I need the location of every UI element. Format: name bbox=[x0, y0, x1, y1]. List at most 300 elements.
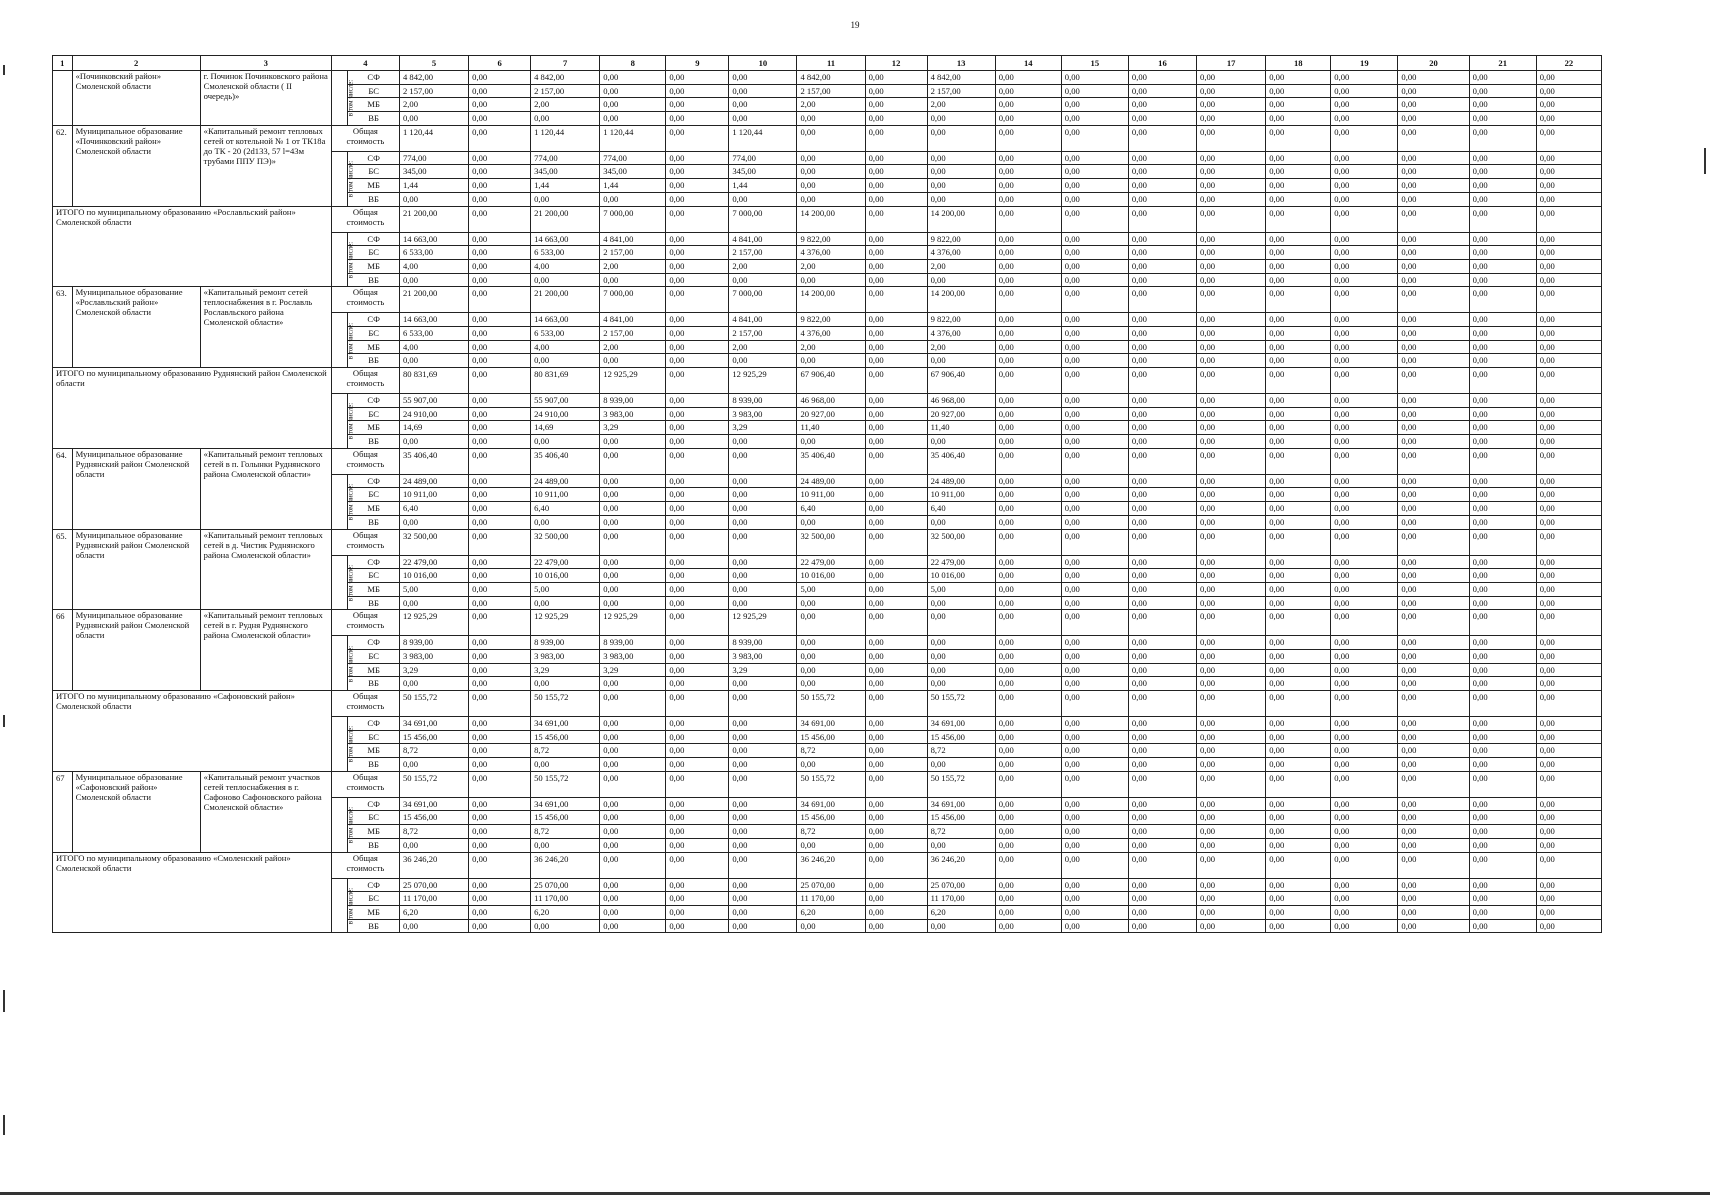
district-total-title: ИТОГО по муниципальному образованию «Сафоновский район» Смоленской области bbox=[53, 691, 332, 772]
including-text: в том числе: bbox=[346, 160, 355, 198]
amount-cell: 0,00 bbox=[1061, 649, 1128, 663]
amount-cell: 0,00 bbox=[1331, 744, 1398, 758]
amount-cell: 0,00 bbox=[1197, 340, 1266, 354]
amount-cell: 0,00 bbox=[1061, 744, 1128, 758]
amount-cell: 4,00 bbox=[531, 340, 600, 354]
amount-cell: 0,00 bbox=[1266, 421, 1331, 435]
amount-cell: 0,00 bbox=[865, 84, 927, 98]
amount-cell: 7 000,00 bbox=[729, 206, 797, 232]
amount-cell: 0,00 bbox=[865, 730, 927, 744]
amount-cell: 0,00 bbox=[1197, 84, 1266, 98]
amount-cell: 0,00 bbox=[1398, 313, 1469, 327]
amount-cell: 0,00 bbox=[1128, 407, 1196, 421]
amount-cell: 0,00 bbox=[865, 529, 927, 555]
amount-cell: 0,00 bbox=[1536, 448, 1601, 474]
amount-cell: 0,00 bbox=[1266, 569, 1331, 583]
funding-source-label: ВБ bbox=[348, 435, 400, 449]
amount-cell: 0,00 bbox=[1536, 354, 1601, 368]
amount-cell: 0,00 bbox=[1266, 691, 1331, 717]
amount-cell: 0,00 bbox=[399, 435, 468, 449]
amount-cell: 0,00 bbox=[1197, 179, 1266, 193]
amount-cell: 0,00 bbox=[1469, 569, 1536, 583]
amount-cell: 0,00 bbox=[1061, 691, 1128, 717]
amount-cell: 0,00 bbox=[531, 435, 600, 449]
amount-cell: 0,00 bbox=[995, 677, 1061, 691]
amount-cell: 0,00 bbox=[1536, 555, 1601, 569]
amount-cell: 14 663,00 bbox=[531, 313, 600, 327]
amount-cell: 0,00 bbox=[865, 905, 927, 919]
amount-cell: 0,00 bbox=[729, 98, 797, 112]
amount-cell: 0,00 bbox=[666, 259, 729, 273]
amount-cell: 0,00 bbox=[1536, 919, 1601, 933]
amount-cell: 0,00 bbox=[1331, 529, 1398, 555]
amount-cell: 0,00 bbox=[729, 892, 797, 906]
amount-cell: 0,00 bbox=[1266, 852, 1331, 878]
amount-cell: 0,00 bbox=[865, 354, 927, 368]
amount-cell: 0,00 bbox=[1061, 905, 1128, 919]
amount-cell: 0,00 bbox=[865, 435, 927, 449]
amount-cell: 0,00 bbox=[1536, 717, 1601, 731]
amount-cell: 0,00 bbox=[1266, 84, 1331, 98]
amount-cell: 0,00 bbox=[1469, 313, 1536, 327]
amount-cell: 10 911,00 bbox=[797, 488, 865, 502]
amount-cell: 1,44 bbox=[600, 179, 666, 193]
amount-cell: 0,00 bbox=[1061, 421, 1128, 435]
amount-cell: 0,00 bbox=[1197, 287, 1266, 313]
amount-cell: 0,00 bbox=[1061, 596, 1128, 610]
amount-cell: 21 200,00 bbox=[531, 287, 600, 313]
amount-cell: 0,00 bbox=[1398, 394, 1469, 408]
amount-cell: 0,00 bbox=[1331, 502, 1398, 516]
amount-cell: 0,00 bbox=[1128, 905, 1196, 919]
amount-cell: 0,00 bbox=[666, 192, 729, 206]
amount-cell: 0,00 bbox=[1266, 394, 1331, 408]
amount-cell: 0,00 bbox=[865, 313, 927, 327]
amount-cell: 0,00 bbox=[1061, 313, 1128, 327]
amount-cell: 34 691,00 bbox=[797, 797, 865, 811]
municipality-name: Муниципальное образование Руднянский район Смоленской области bbox=[72, 610, 200, 691]
amount-cell: 25 070,00 bbox=[531, 878, 600, 892]
item-number: 67 bbox=[53, 771, 73, 852]
amount-cell: 0,00 bbox=[865, 259, 927, 273]
amount-cell: 0,00 bbox=[1469, 98, 1536, 112]
funding-source-label: МБ bbox=[348, 340, 400, 354]
amount-cell: 0,00 bbox=[865, 326, 927, 340]
amount-cell: 0,00 bbox=[1469, 112, 1536, 126]
amount-cell: 0,00 bbox=[1061, 71, 1128, 85]
amount-cell: 0,00 bbox=[1061, 84, 1128, 98]
amount-cell: 15 456,00 bbox=[531, 811, 600, 825]
column-header: 21 bbox=[1469, 56, 1536, 71]
amount-cell: 0,00 bbox=[1266, 98, 1331, 112]
amount-cell: 34 691,00 bbox=[927, 797, 995, 811]
amount-cell: 0,00 bbox=[797, 273, 865, 287]
amount-cell: 67 906,40 bbox=[927, 368, 995, 394]
amount-cell: 8 939,00 bbox=[399, 636, 468, 650]
amount-cell: 0,00 bbox=[1398, 488, 1469, 502]
amount-cell: 0,00 bbox=[1331, 71, 1398, 85]
table-row bbox=[53, 125, 1602, 151]
amount-cell: 0,00 bbox=[1128, 273, 1196, 287]
object-name: «Капитальный ремонт тепловых сетей в п. Голынки Руднянского района Смоленской области» bbox=[200, 448, 331, 529]
amount-cell: 0,00 bbox=[469, 596, 531, 610]
amount-cell: 9 822,00 bbox=[797, 313, 865, 327]
amount-cell: 0,00 bbox=[1061, 919, 1128, 933]
amount-cell: 0,00 bbox=[995, 663, 1061, 677]
amount-cell: 0,00 bbox=[1128, 192, 1196, 206]
amount-cell: 0,00 bbox=[1197, 313, 1266, 327]
amount-cell: 0,00 bbox=[666, 919, 729, 933]
amount-cell: 0,00 bbox=[1061, 232, 1128, 246]
amount-cell: 0,00 bbox=[1266, 165, 1331, 179]
amount-cell: 0,00 bbox=[1128, 811, 1196, 825]
amount-cell: 0,00 bbox=[1061, 112, 1128, 126]
amount-cell: 0,00 bbox=[1128, 151, 1196, 165]
amount-cell: 0,00 bbox=[469, 98, 531, 112]
total-cost-label: Общая стоимость bbox=[331, 852, 399, 878]
amount-cell: 0,00 bbox=[1061, 407, 1128, 421]
amount-cell: 0,00 bbox=[1331, 287, 1398, 313]
amount-cell: 2 157,00 bbox=[797, 84, 865, 98]
amount-cell: 0,00 bbox=[469, 326, 531, 340]
amount-cell: 4 842,00 bbox=[797, 71, 865, 85]
amount-cell: 0,00 bbox=[729, 84, 797, 98]
amount-cell: 0,00 bbox=[1398, 852, 1469, 878]
including-text: в том числе: bbox=[346, 887, 355, 925]
amount-cell: 2,00 bbox=[797, 340, 865, 354]
amount-cell: 0,00 bbox=[865, 98, 927, 112]
amount-cell: 0,00 bbox=[729, 71, 797, 85]
amount-cell: 0,00 bbox=[1128, 340, 1196, 354]
amount-cell: 2 157,00 bbox=[399, 84, 468, 98]
amount-cell: 0,00 bbox=[1398, 569, 1469, 583]
amount-cell: 1 120,44 bbox=[531, 125, 600, 151]
amount-cell: 20 927,00 bbox=[927, 407, 995, 421]
amount-cell: 0,00 bbox=[1061, 435, 1128, 449]
funding-source-label: СФ bbox=[348, 555, 400, 569]
amount-cell: 0,00 bbox=[729, 474, 797, 488]
amount-cell: 35 406,40 bbox=[927, 448, 995, 474]
amount-cell: 0,00 bbox=[1469, 232, 1536, 246]
amount-cell: 14 663,00 bbox=[399, 313, 468, 327]
amount-cell: 0,00 bbox=[1469, 206, 1536, 232]
amount-cell: 4 376,00 bbox=[797, 246, 865, 260]
amount-cell: 0,00 bbox=[1128, 206, 1196, 232]
amount-cell: 0,00 bbox=[797, 179, 865, 193]
amount-cell: 0,00 bbox=[797, 515, 865, 529]
amount-cell: 22 479,00 bbox=[927, 555, 995, 569]
amount-cell: 24 489,00 bbox=[797, 474, 865, 488]
funding-source-label: БС bbox=[348, 407, 400, 421]
amount-cell: 0,00 bbox=[995, 797, 1061, 811]
amount-cell: 0,00 bbox=[1331, 663, 1398, 677]
funding-source-label: ВБ bbox=[348, 596, 400, 610]
amount-cell: 0,00 bbox=[469, 354, 531, 368]
amount-cell: 0,00 bbox=[1469, 502, 1536, 516]
scan-margin-mark bbox=[3, 65, 5, 75]
amount-cell: 0,00 bbox=[600, 744, 666, 758]
amount-cell: 0,00 bbox=[865, 151, 927, 165]
scan-margin-mark bbox=[3, 990, 5, 1012]
amount-cell: 0,00 bbox=[531, 919, 600, 933]
amount-cell: 0,00 bbox=[1061, 340, 1128, 354]
amount-cell: 0,00 bbox=[1469, 421, 1536, 435]
amount-cell: 0,00 bbox=[1128, 179, 1196, 193]
amount-cell: 21 200,00 bbox=[399, 287, 468, 313]
amount-cell: 0,00 bbox=[1469, 663, 1536, 677]
amount-cell: 0,00 bbox=[729, 797, 797, 811]
amount-cell: 0,00 bbox=[865, 797, 927, 811]
amount-cell: 0,00 bbox=[1197, 825, 1266, 839]
amount-cell: 0,00 bbox=[1197, 717, 1266, 731]
amount-cell: 0,00 bbox=[1398, 232, 1469, 246]
amount-cell: 0,00 bbox=[1536, 677, 1601, 691]
amount-cell: 4 841,00 bbox=[729, 313, 797, 327]
column-header: 3 bbox=[200, 56, 331, 71]
amount-cell: 0,00 bbox=[995, 744, 1061, 758]
amount-cell: 0,00 bbox=[1331, 474, 1398, 488]
amount-cell: 0,00 bbox=[1398, 448, 1469, 474]
amount-cell: 0,00 bbox=[666, 98, 729, 112]
amount-cell: 6,20 bbox=[531, 905, 600, 919]
including-text: в том числе: bbox=[346, 564, 355, 602]
amount-cell: 0,00 bbox=[600, 515, 666, 529]
amount-cell: 0,00 bbox=[1536, 246, 1601, 260]
amount-cell: 0,00 bbox=[600, 892, 666, 906]
amount-cell: 0,00 bbox=[469, 84, 531, 98]
amount-cell: 0,00 bbox=[469, 488, 531, 502]
including-label bbox=[331, 636, 355, 691]
amount-cell: 0,00 bbox=[995, 259, 1061, 273]
amount-cell: 0,00 bbox=[1197, 596, 1266, 610]
amount-cell: 0,00 bbox=[1469, 797, 1536, 811]
amount-cell: 0,00 bbox=[1331, 717, 1398, 731]
amount-cell: 0,00 bbox=[1266, 448, 1331, 474]
column-header: 9 bbox=[666, 56, 729, 71]
amount-cell: 34 691,00 bbox=[531, 797, 600, 811]
including-label bbox=[331, 555, 355, 610]
amount-cell: 0,00 bbox=[1197, 165, 1266, 179]
amount-cell: 0,00 bbox=[1398, 98, 1469, 112]
amount-cell: 14 200,00 bbox=[927, 206, 995, 232]
amount-cell: 8,72 bbox=[399, 825, 468, 839]
amount-cell: 0,00 bbox=[531, 758, 600, 772]
amount-cell: 0,00 bbox=[1128, 744, 1196, 758]
amount-cell: 0,00 bbox=[995, 71, 1061, 85]
amount-cell: 0,00 bbox=[469, 529, 531, 555]
amount-cell: 20 927,00 bbox=[797, 407, 865, 421]
amount-cell: 0,00 bbox=[995, 340, 1061, 354]
amount-cell: 0,00 bbox=[995, 435, 1061, 449]
including-text: в том числе: bbox=[346, 80, 355, 117]
amount-cell: 0,00 bbox=[1128, 636, 1196, 650]
amount-cell: 0,00 bbox=[666, 502, 729, 516]
amount-cell: 0,00 bbox=[865, 448, 927, 474]
total-cost-label: Общая стоимость bbox=[331, 771, 399, 797]
amount-cell: 0,00 bbox=[666, 125, 729, 151]
amount-cell: 0,00 bbox=[995, 98, 1061, 112]
amount-cell: 0,00 bbox=[469, 394, 531, 408]
amount-cell: 0,00 bbox=[531, 112, 600, 126]
amount-cell: 0,00 bbox=[865, 811, 927, 825]
amount-cell: 0,00 bbox=[729, 488, 797, 502]
amount-cell: 8,72 bbox=[399, 744, 468, 758]
amount-cell: 0,00 bbox=[1469, 582, 1536, 596]
amount-cell: 0,00 bbox=[1128, 502, 1196, 516]
amount-cell: 3 983,00 bbox=[399, 649, 468, 663]
amount-cell: 0,00 bbox=[1398, 797, 1469, 811]
amount-cell: 0,00 bbox=[1536, 771, 1601, 797]
amount-cell: 0,00 bbox=[1128, 448, 1196, 474]
municipality-name: Муниципальное образование Руднянский район Смоленской области bbox=[72, 529, 200, 610]
funding-source-label: МБ bbox=[348, 825, 400, 839]
amount-cell: 0,00 bbox=[469, 192, 531, 206]
amount-cell: 0,00 bbox=[1266, 502, 1331, 516]
amount-cell: 0,00 bbox=[1061, 636, 1128, 650]
amount-cell: 0,00 bbox=[1197, 192, 1266, 206]
object-name: г. Починок Починковского района Смоленской области ( II очередь)» bbox=[200, 71, 331, 126]
amount-cell: 0,00 bbox=[1331, 730, 1398, 744]
amount-cell: 0,00 bbox=[1469, 151, 1536, 165]
amount-cell: 0,00 bbox=[1128, 287, 1196, 313]
funding-source-label: ВБ bbox=[348, 354, 400, 368]
amount-cell: 0,00 bbox=[1197, 421, 1266, 435]
amount-cell: 4 841,00 bbox=[729, 232, 797, 246]
amount-cell: 0,00 bbox=[1469, 179, 1536, 193]
amount-cell: 0,00 bbox=[469, 677, 531, 691]
funding-source-label: СФ bbox=[348, 394, 400, 408]
amount-cell: 2,00 bbox=[927, 340, 995, 354]
amount-cell: 0,00 bbox=[1331, 919, 1398, 933]
amount-cell: 0,00 bbox=[399, 112, 468, 126]
amount-cell: 0,00 bbox=[1128, 677, 1196, 691]
amount-cell: 0,00 bbox=[1331, 838, 1398, 852]
amount-cell: 9 822,00 bbox=[927, 313, 995, 327]
amount-cell: 0,00 bbox=[469, 165, 531, 179]
funding-source-label: ВБ bbox=[348, 273, 400, 287]
amount-cell: 11 170,00 bbox=[797, 892, 865, 906]
amount-cell: 0,00 bbox=[797, 192, 865, 206]
amount-cell: 0,00 bbox=[469, 717, 531, 731]
amount-cell: 0,00 bbox=[995, 529, 1061, 555]
funding-source-label: ВБ bbox=[348, 758, 400, 772]
amount-cell: 0,00 bbox=[469, 878, 531, 892]
amount-cell: 0,00 bbox=[1266, 340, 1331, 354]
amount-cell: 0,00 bbox=[1266, 797, 1331, 811]
amount-cell: 0,00 bbox=[1536, 811, 1601, 825]
amount-cell: 0,00 bbox=[995, 273, 1061, 287]
amount-cell: 0,00 bbox=[1469, 717, 1536, 731]
amount-cell: 0,00 bbox=[600, 71, 666, 85]
amount-cell: 1,44 bbox=[399, 179, 468, 193]
amount-cell: 0,00 bbox=[600, 771, 666, 797]
column-header: 15 bbox=[1061, 56, 1128, 71]
amount-cell: 7 000,00 bbox=[600, 206, 666, 232]
amount-cell: 0,00 bbox=[1536, 287, 1601, 313]
amount-cell: 0,00 bbox=[1197, 259, 1266, 273]
amount-cell: 0,00 bbox=[1331, 878, 1398, 892]
amount-cell: 0,00 bbox=[1128, 326, 1196, 340]
amount-cell: 0,00 bbox=[1536, 273, 1601, 287]
amount-cell: 0,00 bbox=[995, 758, 1061, 772]
amount-cell: 0,00 bbox=[1331, 421, 1398, 435]
amount-cell: 0,00 bbox=[1398, 125, 1469, 151]
amount-cell: 0,00 bbox=[1469, 555, 1536, 569]
amount-cell: 0,00 bbox=[1469, 259, 1536, 273]
amount-cell: 36 246,20 bbox=[797, 852, 865, 878]
amount-cell: 0,00 bbox=[1536, 797, 1601, 811]
amount-cell: 0,00 bbox=[399, 354, 468, 368]
amount-cell: 0,00 bbox=[600, 825, 666, 839]
amount-cell: 0,00 bbox=[995, 407, 1061, 421]
amount-cell: 80 831,69 bbox=[531, 368, 600, 394]
amount-cell: 0,00 bbox=[1197, 206, 1266, 232]
amount-cell: 6,40 bbox=[797, 502, 865, 516]
amount-cell: 0,00 bbox=[1536, 84, 1601, 98]
amount-cell: 21 200,00 bbox=[531, 206, 600, 232]
amount-cell: 0,00 bbox=[1469, 905, 1536, 919]
amount-cell: 0,00 bbox=[995, 287, 1061, 313]
amount-cell: 0,00 bbox=[531, 192, 600, 206]
amount-cell: 50 155,72 bbox=[927, 691, 995, 717]
amount-cell: 0,00 bbox=[1197, 448, 1266, 474]
item-number bbox=[53, 71, 73, 126]
amount-cell: 0,00 bbox=[469, 287, 531, 313]
amount-cell: 0,00 bbox=[729, 529, 797, 555]
amount-cell: 0,00 bbox=[666, 515, 729, 529]
amount-cell: 0,00 bbox=[1536, 98, 1601, 112]
amount-cell: 0,00 bbox=[1266, 474, 1331, 488]
amount-cell: 0,00 bbox=[1061, 179, 1128, 193]
amount-cell: 774,00 bbox=[531, 151, 600, 165]
amount-cell: 25 070,00 bbox=[927, 878, 995, 892]
amount-cell: 0,00 bbox=[1266, 326, 1331, 340]
amount-cell: 0,00 bbox=[1128, 691, 1196, 717]
amount-cell: 32 500,00 bbox=[399, 529, 468, 555]
amount-cell: 0,00 bbox=[600, 811, 666, 825]
amount-cell: 12 925,29 bbox=[729, 610, 797, 636]
amount-cell: 0,00 bbox=[865, 515, 927, 529]
amount-cell: 0,00 bbox=[666, 179, 729, 193]
district-total-title: ИТОГО по муниципальному образованию «Смоленский район» Смоленской области bbox=[53, 852, 332, 933]
amount-cell: 0,00 bbox=[1536, 151, 1601, 165]
amount-cell: 0,00 bbox=[1266, 649, 1331, 663]
amount-cell: 0,00 bbox=[1128, 529, 1196, 555]
amount-cell: 50 155,72 bbox=[399, 691, 468, 717]
amount-cell: 0,00 bbox=[1197, 730, 1266, 744]
column-header: 6 bbox=[469, 56, 531, 71]
funding-source-label: БС bbox=[348, 165, 400, 179]
amount-cell: 0,00 bbox=[1266, 125, 1331, 151]
amount-cell: 0,00 bbox=[399, 192, 468, 206]
amount-cell: 0,00 bbox=[1266, 636, 1331, 650]
amount-cell: 0,00 bbox=[865, 192, 927, 206]
amount-cell: 4,00 bbox=[399, 340, 468, 354]
amount-cell: 6 533,00 bbox=[399, 246, 468, 260]
amount-cell: 0,00 bbox=[1469, 825, 1536, 839]
amount-cell: 0,00 bbox=[927, 649, 995, 663]
amount-cell: 50 155,72 bbox=[531, 771, 600, 797]
amount-cell: 0,00 bbox=[995, 596, 1061, 610]
amount-cell: 0,00 bbox=[600, 582, 666, 596]
amount-cell: 0,00 bbox=[1536, 192, 1601, 206]
amount-cell: 0,00 bbox=[1469, 354, 1536, 368]
amount-cell: 34 691,00 bbox=[531, 717, 600, 731]
amount-cell: 0,00 bbox=[1266, 488, 1331, 502]
amount-cell: 0,00 bbox=[1266, 811, 1331, 825]
item-number: 64. bbox=[53, 448, 73, 529]
amount-cell: 0,00 bbox=[1128, 569, 1196, 583]
